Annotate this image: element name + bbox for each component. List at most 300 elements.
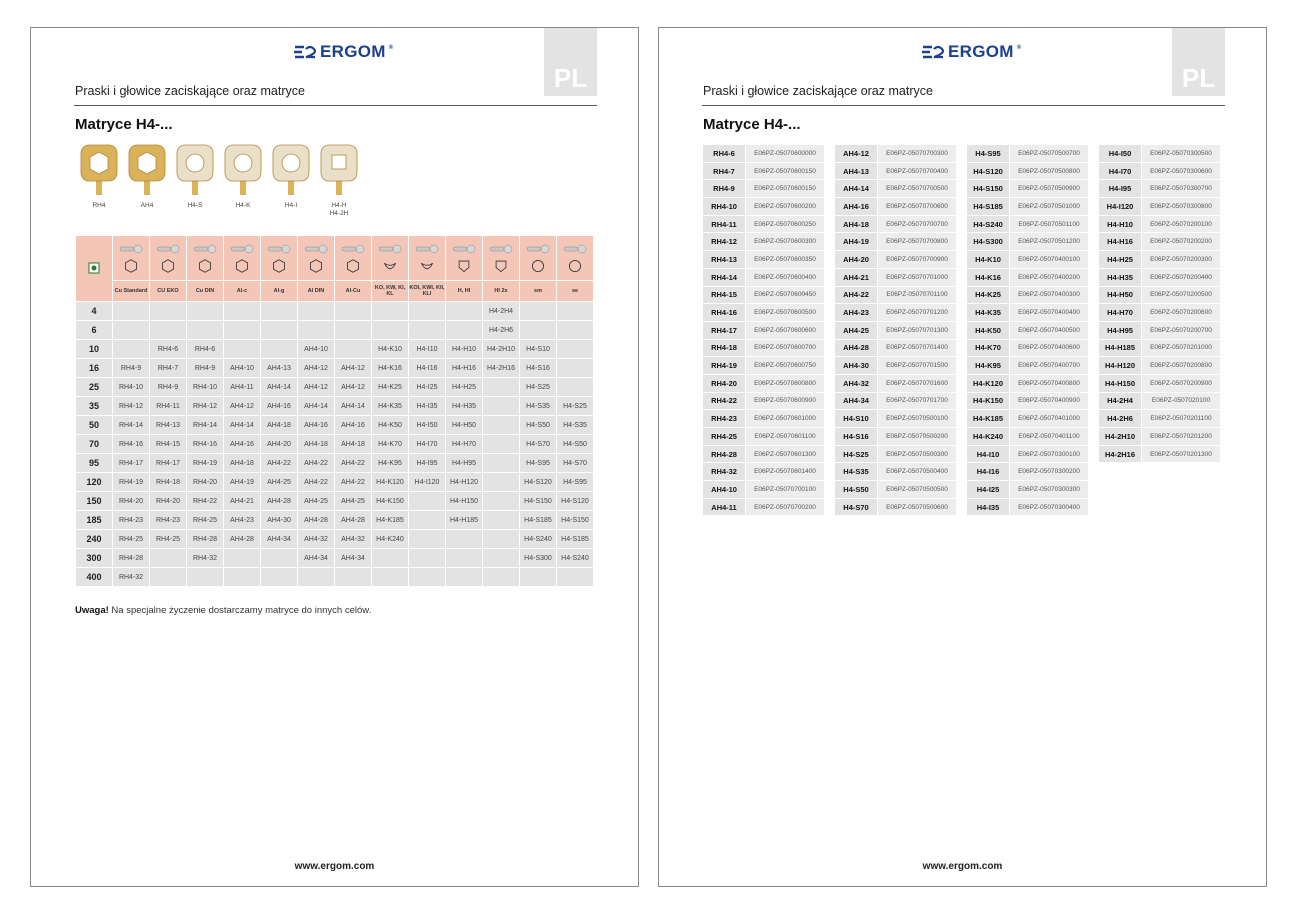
die-cell: RH4-25 — [150, 530, 186, 548]
die-cell: RH4-17 — [113, 454, 149, 472]
round-die-icon — [175, 143, 215, 199]
column-illustration — [372, 236, 408, 280]
die-code: H4-H25 — [1099, 251, 1141, 268]
die-cell: H4-I25 — [409, 378, 445, 396]
part-column — [835, 145, 956, 515]
list-item — [835, 446, 956, 463]
die-cell — [409, 568, 445, 586]
list-item — [967, 499, 1088, 516]
die-cell: H4-I50 — [409, 416, 445, 434]
part-number: E06PZ-05070701000 — [878, 269, 956, 286]
list-item — [1099, 304, 1220, 321]
column-illustration — [187, 236, 223, 280]
die-cell: H4-K120 — [372, 473, 408, 491]
die-cell — [372, 549, 408, 567]
die-code: AH4-23 — [835, 304, 877, 321]
die-code: H4-K10 — [967, 251, 1009, 268]
die-cell: H4-I35 — [409, 397, 445, 415]
die-code: AH4-12 — [835, 145, 877, 162]
die-cell: AH4-28 — [298, 511, 334, 529]
table-row — [76, 321, 593, 339]
part-number: E06PZ-05070200300 — [1142, 251, 1220, 268]
part-number: E06PZ-05070500700 — [1010, 145, 1088, 162]
list-item — [967, 251, 1088, 268]
cross-section-size: 35 — [76, 397, 112, 415]
die-code: RH4-15 — [703, 287, 745, 304]
die-cell: AH4-12 — [335, 378, 371, 396]
die-code: H4-S50 — [835, 481, 877, 498]
part-number: E06PZ-05070201000 — [1142, 340, 1220, 357]
list-item — [967, 163, 1088, 180]
part-number: E06PZ-05070300500 — [1142, 145, 1220, 162]
part-number: E06PZ-05070600000 — [746, 145, 824, 162]
part-number: E06PZ-05070500800 — [1010, 163, 1088, 180]
die-cell — [483, 397, 519, 415]
part-number: E06PZ-05070700100 — [746, 481, 824, 498]
die-cell — [483, 492, 519, 510]
die-cell: AH4-21 — [224, 492, 260, 510]
die-cell — [224, 568, 260, 586]
die-cell — [335, 568, 371, 586]
part-number: E06PZ-05070200900 — [1142, 375, 1220, 392]
die-code: H4-S240 — [967, 216, 1009, 233]
die-cell: RH4-12 — [113, 397, 149, 415]
die-cell — [261, 321, 297, 339]
die-code: H4-H10 — [1099, 216, 1141, 233]
list-item — [703, 180, 824, 197]
brand-logo: ERGOM ® — [293, 42, 393, 62]
cross-section-size: 400 — [76, 568, 112, 586]
square-die-icon — [319, 143, 359, 199]
die-cell: RH4-32 — [187, 549, 223, 567]
list-item — [835, 287, 956, 304]
cable-lug-icon — [155, 243, 181, 255]
part-number: E06PZ-05070500200 — [878, 428, 956, 445]
part-number: E06PZ-05070300600 — [1142, 163, 1220, 180]
die-cell — [557, 321, 593, 339]
list-item — [1099, 163, 1220, 180]
die-cell — [520, 568, 556, 586]
die-code: H4-K35 — [967, 304, 1009, 321]
round-die-icon — [223, 143, 263, 199]
die-code: H4-H70 — [1099, 304, 1141, 321]
cross-section-size: 70 — [76, 435, 112, 453]
die-cell — [557, 359, 593, 377]
die-code: H4-K150 — [967, 393, 1009, 410]
die-code: AH4-11 — [703, 499, 745, 516]
part-number: E06PZ-05070200100 — [1142, 216, 1220, 233]
die-cell — [187, 568, 223, 586]
die-cell — [298, 568, 334, 586]
list-item — [703, 198, 824, 215]
column-illustration — [483, 236, 519, 280]
die-cell — [224, 302, 260, 320]
table-row — [76, 435, 593, 453]
die-code: H4-I10 — [967, 446, 1009, 463]
list-item — [1099, 233, 1220, 250]
die-cell: H4-S95 — [520, 454, 556, 472]
die-cell: RH4-25 — [113, 530, 149, 548]
die-cell: RH4-6 — [150, 340, 186, 358]
die-cell: AH4-14 — [298, 397, 334, 415]
die-code: H4-K70 — [967, 340, 1009, 357]
die-label: H4-S — [187, 202, 203, 209]
table-row — [76, 530, 593, 548]
die-cell: AH4-14 — [224, 416, 260, 434]
part-number: E06PZ-05070500400 — [878, 463, 956, 480]
die-cell — [298, 302, 334, 320]
die-cell: RH4-28 — [113, 549, 149, 567]
die-code: AH4-20 — [835, 251, 877, 268]
die-cell: H4-I16 — [409, 359, 445, 377]
cross-section-size: 95 — [76, 454, 112, 472]
die-cell: H4-K16 — [372, 359, 408, 377]
part-number: E06PZ-05070600750 — [746, 357, 824, 374]
die-cell: H4-K70 — [372, 435, 408, 453]
die-cell: RH4-19 — [113, 473, 149, 491]
die-cell: H4-H50 — [446, 416, 482, 434]
die-cell — [483, 568, 519, 586]
list-item — [703, 163, 824, 180]
die-cell: RH4-7 — [150, 359, 186, 377]
die-code: AH4-32 — [835, 375, 877, 392]
die-code: H4-2H10 — [1099, 428, 1141, 445]
list-item — [703, 251, 824, 268]
hex-die-icon — [127, 143, 167, 199]
die-cell: AH4-25 — [261, 473, 297, 491]
cross-section-icon — [88, 262, 100, 274]
die-code: RH4-25 — [703, 428, 745, 445]
die-code: H4-H50 — [1099, 287, 1141, 304]
part-number: E06PZ-05070400600 — [1010, 340, 1088, 357]
die-code: H4-S16 — [835, 428, 877, 445]
die-code: H4-2H6 — [1099, 410, 1141, 427]
die-cell: H4-H95 — [446, 454, 482, 472]
die-cell: H4-S10 — [520, 340, 556, 358]
part-number: E06PZ-05070400900 — [1010, 393, 1088, 410]
list-item — [967, 180, 1088, 197]
die-code: H4-S95 — [967, 145, 1009, 162]
die-cell: AH4-14 — [335, 397, 371, 415]
list-item — [703, 304, 824, 321]
die-cell: AH4-30 — [261, 511, 297, 529]
list-item — [703, 233, 824, 250]
die-code: H4-I50 — [1099, 145, 1141, 162]
die-cell: RH4-10 — [187, 378, 223, 396]
part-number: E06PZ-05070400800 — [1010, 375, 1088, 392]
die-cell: H4-S25 — [557, 397, 593, 415]
die-cell — [557, 568, 593, 586]
die-cell: H4-K95 — [372, 454, 408, 472]
page-heading: Matryce H4-... — [703, 116, 801, 133]
die-code: H4-K185 — [967, 410, 1009, 427]
part-number: E06PZ-05070700500 — [878, 180, 956, 197]
list-item — [835, 410, 956, 427]
die-cell: RH4-13 — [150, 416, 186, 434]
die-cell — [335, 340, 371, 358]
die-cell: H4-S185 — [557, 530, 593, 548]
die-code: H4-S35 — [835, 463, 877, 480]
list-item — [967, 463, 1088, 480]
die-cell: AH4-11 — [224, 378, 260, 396]
part-number: E06PZ-05070600450 — [746, 287, 824, 304]
die-cell — [446, 321, 482, 339]
die-cell: H4-S150 — [520, 492, 556, 510]
die-code: AH4-28 — [835, 340, 877, 357]
column-illustration — [335, 236, 371, 280]
die-cell: AH4-22 — [335, 454, 371, 472]
die-cell: AH4-16 — [261, 397, 297, 415]
die-cell — [483, 435, 519, 453]
list-item — [703, 287, 824, 304]
table-row — [76, 549, 593, 567]
list-item — [835, 428, 956, 445]
die-code: RH4-22 — [703, 393, 745, 410]
page-heading: Matryce H4-... — [75, 116, 173, 133]
part-number: E06PZ-05070300300 — [1010, 481, 1088, 498]
cross-section-size: 120 — [76, 473, 112, 491]
list-item — [835, 216, 956, 233]
part-number: E06PZ-05070300800 — [1142, 198, 1220, 215]
round-die-icon — [271, 143, 311, 199]
list-item — [967, 340, 1088, 357]
pentagon-icon — [457, 259, 471, 273]
die-cell: H4-H25 — [446, 378, 482, 396]
die-cell: H4-S240 — [520, 530, 556, 548]
die-cell: H4-2H4 — [483, 302, 519, 320]
hexagon-icon — [124, 259, 138, 273]
list-item — [835, 375, 956, 392]
die-label: AH4 — [140, 202, 154, 209]
die-cell: RH4-14 — [187, 416, 223, 434]
list-item — [1099, 269, 1220, 286]
part-number: E06PZ-05070601400 — [746, 463, 824, 480]
brand-logo: ERGOM ® — [921, 42, 1021, 62]
brand-name: ERGOM — [948, 42, 1014, 61]
die-code: H4-S25 — [835, 446, 877, 463]
list-item — [967, 357, 1088, 374]
die-cell — [113, 340, 149, 358]
cable-lug-icon — [229, 243, 255, 255]
list-item — [835, 340, 956, 357]
die-code: RH4-6 — [703, 145, 745, 162]
list-item — [835, 463, 956, 480]
die-label: H4-K — [235, 202, 251, 209]
part-number: E06PZ-05070500500 — [878, 481, 956, 498]
column-illustration — [409, 236, 445, 280]
column-illustration — [150, 236, 186, 280]
die-cell: RH4-6 — [187, 340, 223, 358]
table-row — [76, 359, 593, 377]
hexagon-icon — [272, 259, 286, 273]
table-row — [76, 473, 593, 491]
cross-section-size: 16 — [76, 359, 112, 377]
die-cell: AH4-10 — [298, 340, 334, 358]
die-cell: AH4-32 — [298, 530, 334, 548]
die-cell — [409, 530, 445, 548]
column-illustration — [520, 236, 556, 280]
part-number: E06PZ-05070600400 — [746, 269, 824, 286]
part-number: E06PZ-05070701200 — [878, 304, 956, 321]
part-number: E06PZ-05070500300 — [878, 446, 956, 463]
die-cell: AH4-14 — [261, 378, 297, 396]
part-number: E06PZ-05070400300 — [1010, 287, 1088, 304]
hexagon-icon — [198, 259, 212, 273]
cross-section-size: 25 — [76, 378, 112, 396]
cable-lug-icon — [192, 243, 218, 255]
die-code: RH4-10 — [703, 198, 745, 215]
die-cell: H4-K25 — [372, 378, 408, 396]
die-cell: AH4-22 — [298, 473, 334, 491]
die-cell: AH4-12 — [298, 378, 334, 396]
column-header: Al-c — [224, 281, 260, 301]
die-code: RH4-32 — [703, 463, 745, 480]
die-cell: H4-H150 — [446, 492, 482, 510]
list-item — [703, 375, 824, 392]
die-cell: H4-H185 — [446, 511, 482, 529]
list-item — [703, 340, 824, 357]
die-cell — [557, 378, 593, 396]
part-number: E06PZ-05070600700 — [746, 340, 824, 357]
list-item — [835, 499, 956, 516]
die-cell: H4-H70 — [446, 435, 482, 453]
die-cell: H4-K10 — [372, 340, 408, 358]
die-cell — [224, 321, 260, 339]
die-cell: H4-S185 — [520, 511, 556, 529]
die-cell: H4-H35 — [446, 397, 482, 415]
part-number: E06PZ-05070200400 — [1142, 269, 1220, 286]
column-header: CU EKO — [150, 281, 186, 301]
part-number: E06PZ-05070601100 — [746, 428, 824, 445]
list-item — [703, 499, 824, 516]
die-cell: AH4-18 — [261, 416, 297, 434]
column-header: KO, KW, KI, KL — [372, 281, 408, 301]
die-cell — [483, 530, 519, 548]
die-code: AH4-16 — [835, 198, 877, 215]
list-item — [703, 216, 824, 233]
catalog-page-right — [658, 27, 1267, 887]
die-cell: RH4-12 — [187, 397, 223, 415]
die-cell: H4-I10 — [409, 340, 445, 358]
die-cell — [113, 321, 149, 339]
die-cell: AH4-16 — [335, 416, 371, 434]
list-item — [1099, 322, 1220, 339]
die-code: RH4-9 — [703, 180, 745, 197]
table-corner — [76, 236, 112, 301]
die-cell — [409, 302, 445, 320]
part-number: E06PZ-05070701300 — [878, 322, 956, 339]
die-cell — [150, 321, 186, 339]
part-number: E06PZ-05070501100 — [1010, 216, 1088, 233]
list-item — [967, 481, 1088, 498]
die-code: H4-K25 — [967, 287, 1009, 304]
hexagon-icon — [346, 259, 360, 273]
die-code: H4-H16 — [1099, 233, 1141, 250]
die-item — [127, 143, 167, 218]
die-code: H4-K240 — [967, 428, 1009, 445]
die-cell: AH4-28 — [224, 530, 260, 548]
die-cell — [261, 302, 297, 320]
die-cell — [409, 492, 445, 510]
column-illustration — [446, 236, 482, 280]
die-cell — [150, 568, 186, 586]
footer-url[interactable]: www.ergom.com — [294, 861, 375, 872]
footer-url[interactable]: www.ergom.com — [922, 861, 1003, 872]
hexagon-icon — [235, 259, 249, 273]
cable-lug-icon — [525, 243, 551, 255]
cable-lug-icon — [266, 243, 292, 255]
table-row — [76, 568, 593, 586]
die-gallery — [79, 143, 359, 218]
die-cell — [224, 340, 260, 358]
list-item — [1099, 428, 1220, 445]
die-cell: H4-K35 — [372, 397, 408, 415]
die-code: AH4-34 — [835, 393, 877, 410]
list-item — [703, 393, 824, 410]
die-cell: H4-K185 — [372, 511, 408, 529]
die-code: H4-K120 — [967, 375, 1009, 392]
die-item — [175, 143, 215, 218]
note-text: Na specjalne życzenie dostarczamy matryce do innych celów. — [108, 605, 372, 616]
die-cell — [409, 511, 445, 529]
die-cell: AH4-25 — [298, 492, 334, 510]
table-row — [76, 492, 593, 510]
list-item — [967, 287, 1088, 304]
part-number: E06PZ-05070700800 — [878, 233, 956, 250]
die-code: RH4-12 — [703, 233, 745, 250]
part-number: E06PZ-05070201300 — [1142, 446, 1220, 463]
die-cell — [261, 340, 297, 358]
die-code: H4-H150 — [1099, 375, 1141, 392]
die-cell: H4-S25 — [520, 378, 556, 396]
die-code: AH4-13 — [835, 163, 877, 180]
part-number: E06PZ-05070501000 — [1010, 198, 1088, 215]
part-number: E06PZ-05070400400 — [1010, 304, 1088, 321]
column-illustration — [224, 236, 260, 280]
list-item — [703, 410, 824, 427]
part-number: E06PZ-05070700400 — [878, 163, 956, 180]
part-number: E06PZ-05070600800 — [746, 375, 824, 392]
die-code: H4-K50 — [967, 322, 1009, 339]
part-number: E06PZ-05070701700 — [878, 393, 956, 410]
part-number: E06PZ-05070600300 — [746, 233, 824, 250]
die-cell — [335, 302, 371, 320]
list-item — [1099, 198, 1220, 215]
table-row — [76, 416, 593, 434]
die-cell: H4-K240 — [372, 530, 408, 548]
die-cell: H4-S70 — [557, 454, 593, 472]
list-item — [703, 446, 824, 463]
table-row — [76, 340, 593, 358]
die-cell: H4-H120 — [446, 473, 482, 491]
die-cell: AH4-32 — [335, 530, 371, 548]
ergom-logo-icon — [921, 45, 945, 59]
part-number: E06PZ-0507020100 — [1142, 393, 1220, 410]
part-number: E06PZ-05070200500 — [1142, 287, 1220, 304]
die-cell: AH4-28 — [261, 492, 297, 510]
column-illustration — [557, 236, 593, 280]
die-code: H4-I120 — [1099, 198, 1141, 215]
part-number: E06PZ-05070601300 — [746, 446, 824, 463]
die-code: H4-H95 — [1099, 322, 1141, 339]
list-item — [967, 446, 1088, 463]
cross-section-size: 6 — [76, 321, 112, 339]
brand-name: ERGOM — [320, 42, 386, 61]
circle-icon — [568, 259, 582, 273]
die-cell: RH4-14 — [113, 416, 149, 434]
column-illustration — [261, 236, 297, 280]
die-label: H4-I — [284, 202, 298, 209]
